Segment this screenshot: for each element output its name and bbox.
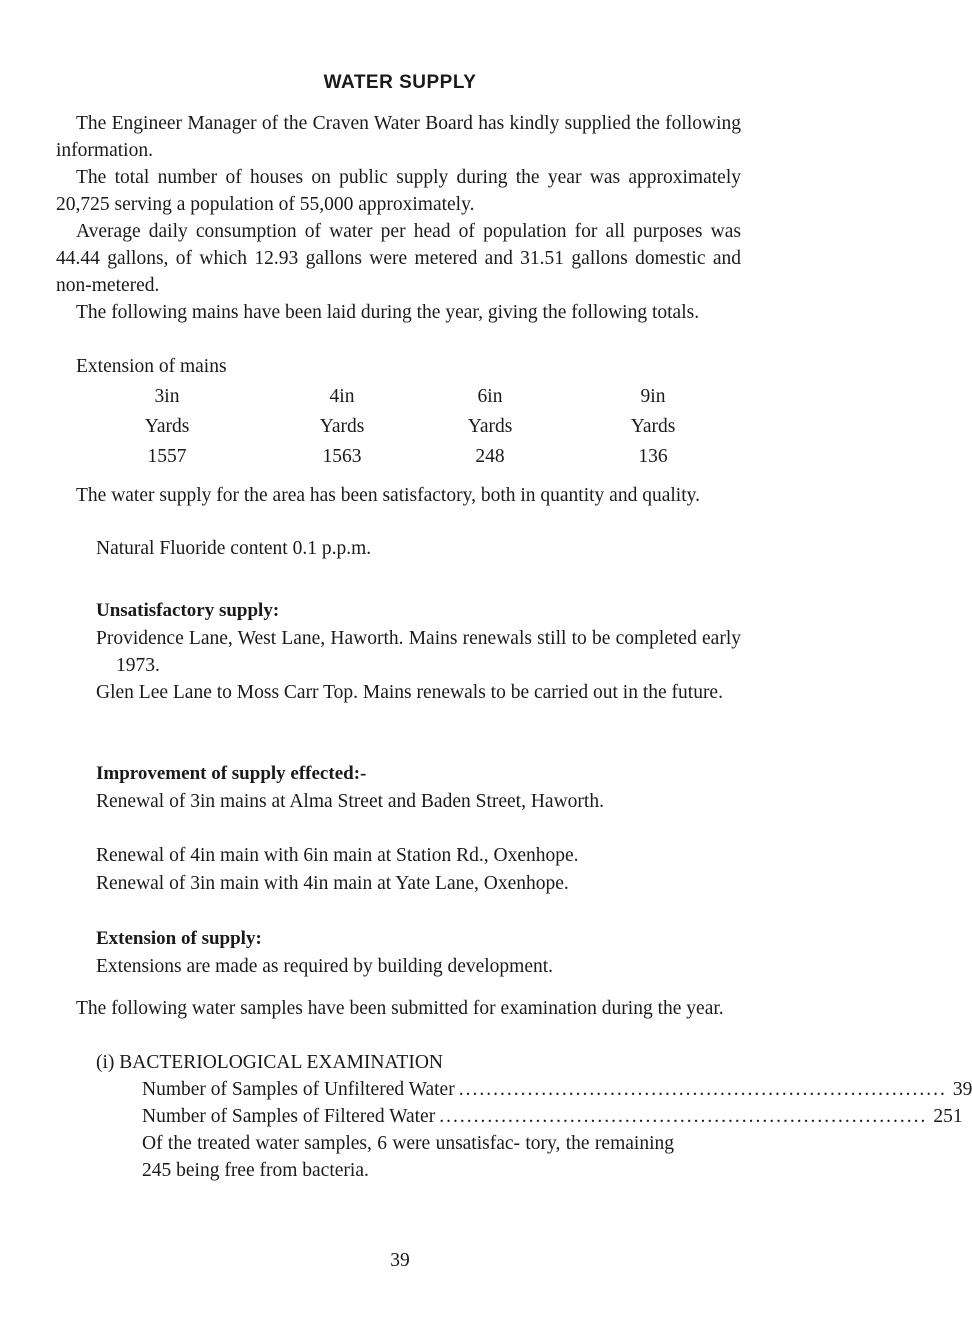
mains-size-6in: 6in: [477, 386, 503, 407]
mains-unit: Yards: [467, 416, 513, 437]
improvement-item: Renewal of 3in main with 4in main at Yate Lane, Oxenhope.: [96, 873, 569, 894]
unfiltered-samples-label: Number of Samples of Unfiltered Water: [142, 1079, 455, 1100]
dot-leader: .......................................................................: [439, 1106, 928, 1127]
consumption-paragraph: Average daily consumption of water per head of population for all purposes was 44.44 gallons, of which 12.93 gallons were metered and 31.51 gallons domestic and non-metered.: [56, 221, 741, 296]
filtered-samples-row: [142, 1103, 963, 1130]
unsatisfactory-supply-heading: Unsatisfactory supply:: [96, 600, 280, 621]
filtered-samples-value: 251: [933, 1106, 963, 1127]
unfiltered-samples-value: 39: [952, 1079, 972, 1100]
page-number: 39: [390, 1250, 410, 1271]
mains-paragraph: The following mains have been laid during the year, giving the following totals.: [76, 302, 700, 323]
treated-samples-note: Of the treated water samples, 6 were unsatisfac- tory, the remaining 245 being free from bacteria.: [142, 1133, 674, 1181]
improvement-heading: Improvement of supply effected:-: [96, 763, 367, 784]
fluoride-line: Natural Fluoride content 0.1 p.p.m.: [96, 538, 372, 559]
extension-of-supply-heading: Extension of supply:: [96, 928, 262, 949]
unsatisfactory-item: Providence Lane, West Lane, Haworth. Mains renewals still to be completed early 1973.: [96, 628, 741, 676]
unsatisfactory-item: Glen Lee Lane to Moss Carr Top. Mains renewals to be carried out in the future.: [96, 682, 723, 703]
mains-length-4in: 1563: [322, 446, 362, 467]
bacteriological-heading: (i) BACTERIOLOGICAL EXAMINATION: [96, 1052, 443, 1073]
samples-paragraph: The following water samples have been submitted for examination during the year.: [76, 998, 724, 1019]
mains-size-3in: 3in: [154, 386, 180, 407]
extension-of-mains-heading: Extension of mains: [76, 356, 227, 377]
extension-of-supply-text: Extensions are made as required by building development.: [96, 956, 554, 977]
mains-unit: Yards: [319, 416, 365, 437]
intro-paragraph: The Engineer Manager of the Craven Water Board has kindly supplied the following information.: [56, 113, 741, 161]
improvement-item: Renewal of 4in main with 6in main at Station Rd., Oxenhope.: [96, 845, 579, 866]
houses-paragraph: The total number of houses on public supply during the year was approximately 20,725 serving a population of 55,000 approximately.: [56, 167, 741, 215]
mains-unit: Yards: [144, 416, 190, 437]
page-title: WATER SUPPLY: [323, 72, 477, 93]
mains-length-9in: 136: [638, 446, 668, 467]
mains-unit: Yards: [630, 416, 676, 437]
mains-length-3in: 1557: [147, 446, 187, 467]
mains-size-4in: 4in: [329, 386, 355, 407]
dot-leader: .......................................................................: [458, 1079, 947, 1100]
mains-length-6in: 248: [475, 446, 505, 467]
satisfactory-paragraph: The water supply for the area has been satisfactory, both in quantity and quality.: [76, 485, 700, 506]
unfiltered-samples-row: [142, 1076, 972, 1103]
filtered-samples-label: Number of Samples of Filtered Water: [142, 1106, 436, 1127]
improvement-item: Renewal of 3in mains at Alma Street and Baden Street, Haworth.: [96, 791, 604, 812]
mains-size-9in: 9in: [640, 386, 666, 407]
